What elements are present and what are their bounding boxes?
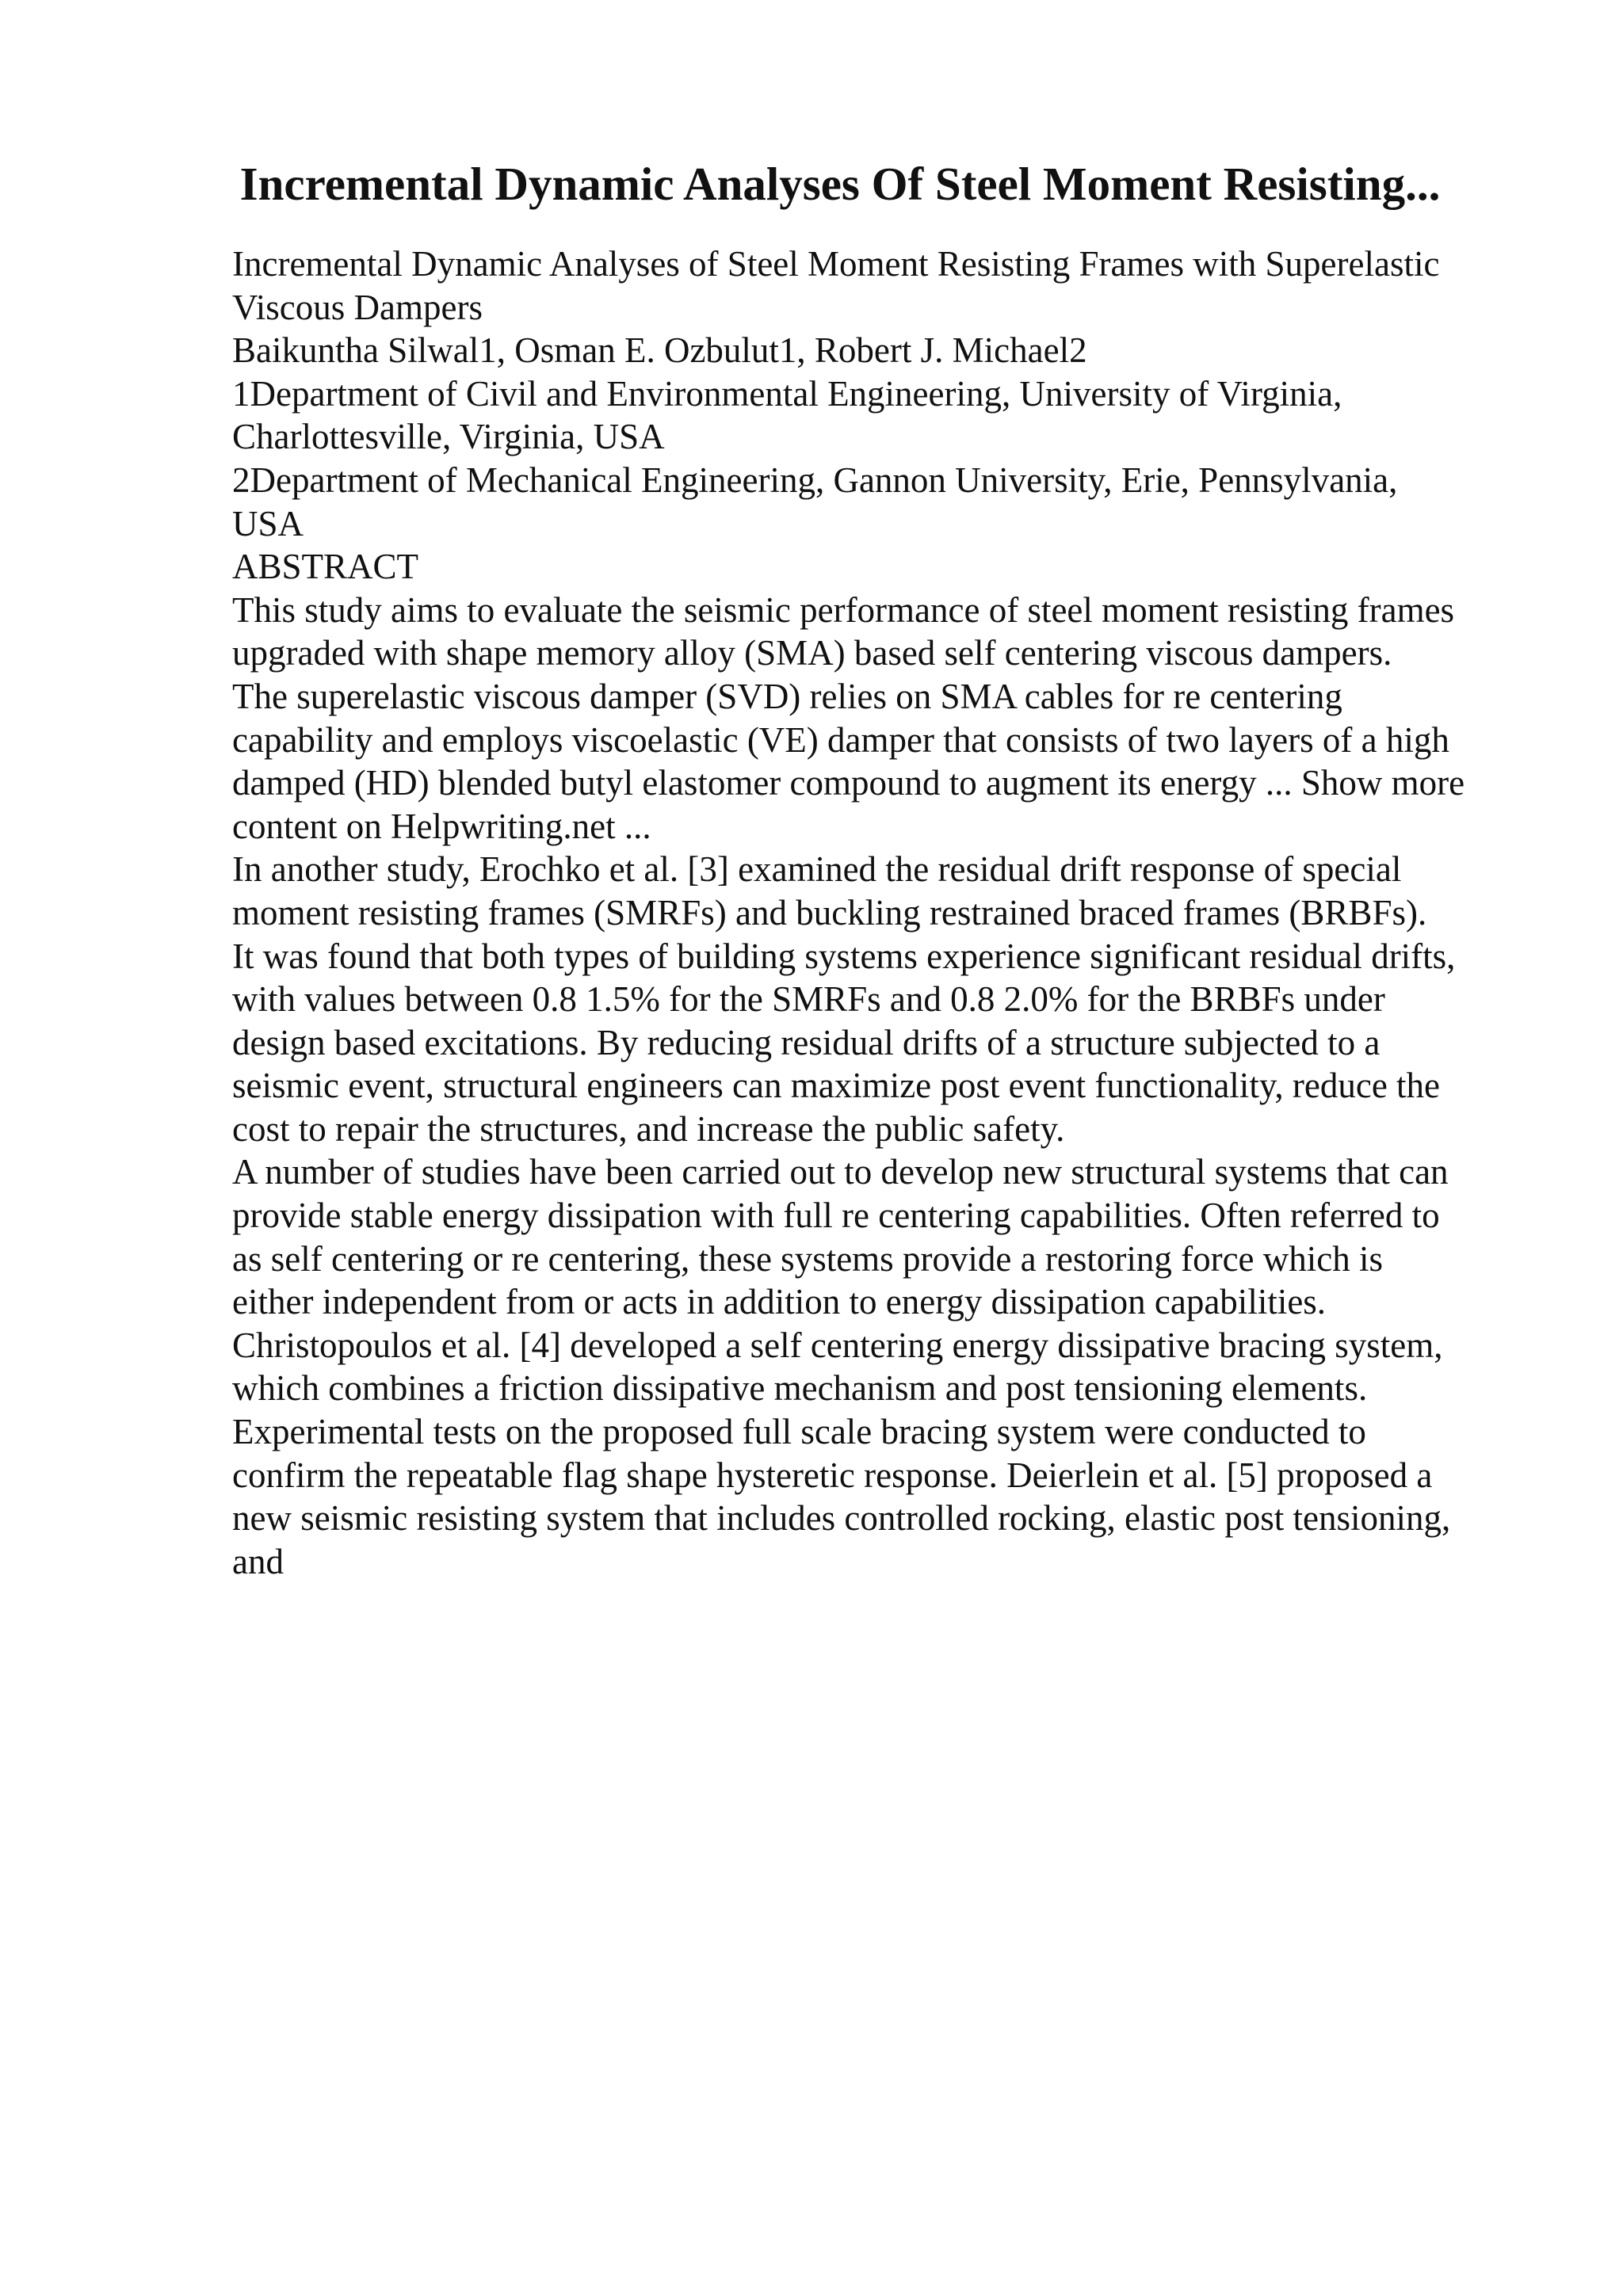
text-line: 1Department of Civil and Environmental Engineering, University of Virginia, [232, 373, 1342, 414]
text-line: moment resisting frames (SMRFs) and buckling restrained braced frames (BRBFs). [232, 892, 1427, 933]
text-line: Incremental Dynamic Analyses of Steel Moment Resisting Frames with Superelastic [232, 244, 1440, 284]
text-line: as self centering or re centering, these systems provide a restoring force which is [232, 1238, 1383, 1279]
text-line: A number of studies have been carried out to develop new structural systems that can [232, 1152, 1449, 1192]
text-line: 2Department of Mechanical Engineering, Gannon University, Erie, Pennsylvania, [232, 460, 1398, 500]
text-line: This study aims to evaluate the seismic performance of steel moment resisting frames [232, 589, 1455, 630]
text-line: and [232, 1541, 284, 1581]
text-line: It was found that both types of building systems experience significant residual drifts, [232, 936, 1456, 976]
text-line: upgraded with shape memory alloy (SMA) based self centering viscous dampers. [232, 633, 1392, 673]
text-line: Baikuntha Silwal1, Osman E. Ozbulut1, Robert J. Michael2 [232, 330, 1087, 371]
text-line: cost to repair the structures, and increase the public safety. [232, 1108, 1065, 1149]
document-title: Incremental Dynamic Analyses Of Steel Moment Resisting... [239, 158, 1441, 210]
text-line: content on Helpwriting.net ... [232, 806, 651, 846]
text-line: Viscous Dampers [232, 287, 483, 327]
text-line: either independent from or acts in addition to energy dissipation capabilities. [232, 1282, 1327, 1322]
text-line: Experimental tests on the proposed full scale bracing system were conducted to [232, 1412, 1366, 1452]
text-line: damped (HD) blended butyl elastomer compound to augment its energy ... Show more [232, 763, 1465, 803]
text-line: capability and employs viscoelastic (VE) damper that consists of two layers of a high [232, 719, 1449, 760]
text-line: In another study, Erochko et al. [3] examined the residual drift response of special [232, 849, 1402, 890]
document-body [232, 242, 1524, 1583]
text-line: which combines a friction dissipative mechanism and post tensioning elements. [232, 1368, 1368, 1409]
text-line: seismic event, structural engineers can maximize post event functionality, reduce the [232, 1066, 1441, 1106]
text-line: design based excitations. By reducing residual drifts of a structure subjected to a [232, 1022, 1381, 1062]
text-line: with values between 0.8 1.5% for the SMRFs and 0.8 2.0% for the BRBFs under [232, 979, 1385, 1020]
text-line: provide stable energy dissipation with full re centering capabilities. Often referred to [232, 1196, 1440, 1236]
text-line: The superelastic viscous damper (SVD) relies on SMA cables for re centering [232, 676, 1342, 716]
text-line: new seismic resisting system that includes controlled rocking, elastic post tensioning, [232, 1498, 1451, 1539]
text-line: USA [232, 503, 304, 543]
text-line: Charlottesville, Virginia, USA [232, 417, 665, 457]
text-line: Christopoulos et al. [4] developed a self centering energy dissipative bracing system, [232, 1325, 1443, 1365]
text-line: confirm the repeatable flag shape hysteretic response. Deierlein et al. [5] proposed a [232, 1455, 1433, 1495]
text-line: ABSTRACT [232, 547, 419, 587]
